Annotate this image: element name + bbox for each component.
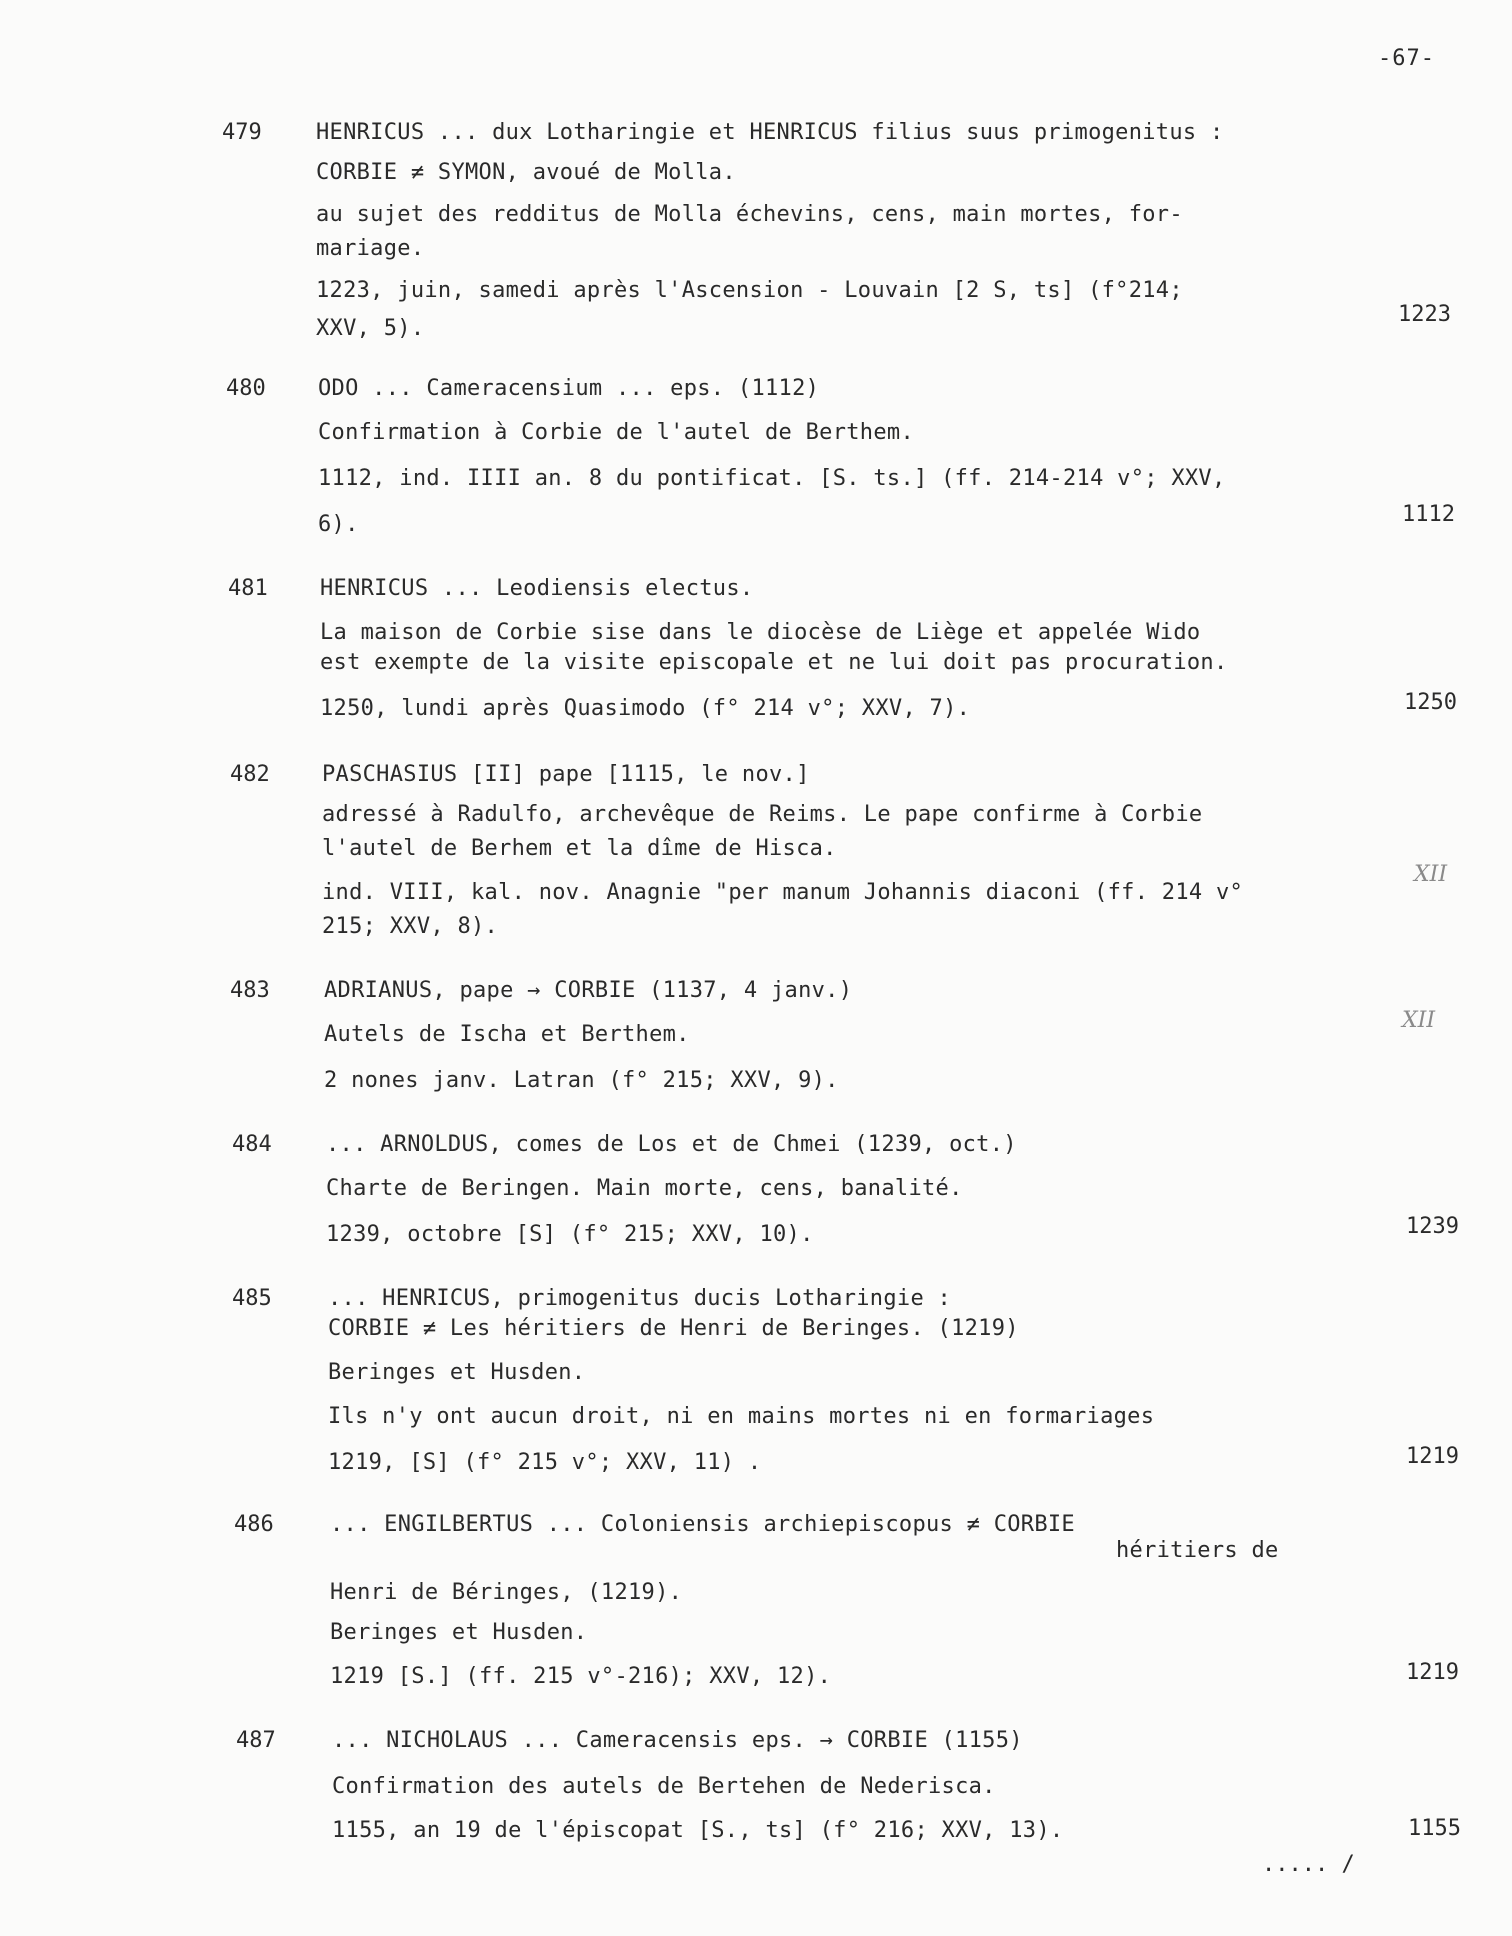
entry-line: Ils n'y ont aucun droit, ni en mains mortes ni en formariages: [328, 1404, 1155, 1429]
entry-line: CORBIE ≠ SYMON, avoué de Molla.: [316, 160, 736, 185]
entry-line: Autels de Ischa et Berthem.: [324, 1022, 690, 1047]
entry-line: CORBIE ≠ Les héritiers de Henri de Beringes. (1219): [328, 1316, 1019, 1341]
entry-line: HENRICUS ... Leodiensis electus.: [320, 576, 754, 601]
entry-number: 487: [236, 1728, 276, 1753]
entry-year: 1250: [1404, 690, 1457, 715]
entry-line: héritiers de: [1116, 1538, 1279, 1563]
entry-line: adressé à Radulfo, archevêque de Reims. Le pape confirme à Corbie: [322, 802, 1203, 827]
entry-year: 1112: [1402, 502, 1455, 527]
entry-number: 480: [226, 376, 266, 401]
entry-line: Beringes et Husden.: [330, 1620, 588, 1645]
entry-line: ... ENGILBERTUS ... Coloniensis archiepiscopus ≠ CORBIE: [330, 1512, 1075, 1537]
entry-line: est exempte de la visite episcopale et ne lui doit pas procuration.: [320, 650, 1228, 675]
entry-line: Beringes et Husden.: [328, 1360, 586, 1385]
margin-note: XII: [1402, 1008, 1436, 1033]
entry-line: 1155, an 19 de l'épiscopat [S., ts] (f° 216; XXV, 13).: [332, 1818, 1064, 1843]
entry-line: XXV, 5).: [316, 316, 425, 341]
entry-year: 1219: [1406, 1660, 1459, 1685]
continuation-marker: ..... /: [1262, 1852, 1355, 1877]
entry-year: 1219: [1406, 1444, 1459, 1469]
entry-line: Henri de Béringes, (1219).: [330, 1580, 683, 1605]
entry-number: 486: [234, 1512, 274, 1537]
entry-number: 483: [230, 978, 270, 1003]
entry-line: ... ARNOLDUS, comes de Los et de Chmei (1239, oct.): [326, 1132, 1017, 1157]
entry-number: 484: [232, 1132, 272, 1157]
entry-line: ... NICHOLAUS ... Cameracensis eps. → CORBIE (1155): [332, 1728, 1023, 1753]
entry-line: Confirmation à Corbie de l'autel de Berthem.: [318, 420, 914, 445]
entry-line: l'autel de Berhem et la dîme de Hisca.: [322, 836, 837, 861]
margin-note: XII: [1414, 862, 1448, 887]
entry-line: La maison de Corbie sise dans le diocèse de Liège et appelée Wido: [320, 620, 1201, 645]
entry-line: ODO ... Cameracensium ... eps. (1112): [318, 376, 820, 401]
entry-line: ADRIANUS, pape → CORBIE (1137, 4 janv.): [324, 978, 853, 1003]
entry-year: 1223: [1398, 302, 1451, 327]
entry-number: 482: [230, 762, 270, 787]
entry-number: 485: [232, 1286, 272, 1311]
entry-line: 2 nones janv. Latran (f° 215; XXV, 9).: [324, 1068, 839, 1093]
entry-line: Confirmation des autels de Bertehen de Nederisca.: [332, 1774, 996, 1799]
entry-line: PASCHASIUS [II] pape [1115, le nov.]: [322, 762, 810, 787]
entry-line: 1219 [S.] (ff. 215 v°-216); XXV, 12).: [330, 1664, 832, 1689]
entry-number: 481: [228, 576, 268, 601]
entry-line: 1112, ind. IIII an. 8 du pontificat. [S. ts.] (ff. 214-214 v°; XXV,: [318, 466, 1226, 491]
page-number: -67-: [1378, 46, 1435, 71]
entry-line: 215; XXV, 8).: [322, 914, 499, 939]
entry-line: 1239, octobre [S] (f° 215; XXV, 10).: [326, 1222, 814, 1247]
entry-year: 1155: [1408, 1816, 1461, 1841]
entry-number: 479: [222, 120, 262, 145]
entry-line: 1219, [S] (f° 215 v°; XXV, 11) .: [328, 1450, 762, 1475]
entry-line: ... HENRICUS, primogenitus ducis Lotharingie :: [328, 1286, 952, 1311]
entry-line: 1250, lundi après Quasimodo (f° 214 v°; XXV, 7).: [320, 696, 971, 721]
entry-line: HENRICUS ... dux Lotharingie et HENRICUS filius suus primogenitus :: [316, 120, 1224, 145]
entry-line: mariage.: [316, 236, 425, 261]
entry-line: 1223, juin, samedi après l'Ascension - Louvain [2 S, ts] (f°214;: [316, 278, 1183, 303]
entry-line: au sujet des redditus de Molla échevins, cens, main mortes, for-: [316, 202, 1183, 227]
entry-line: ind. VIII, kal. nov. Anagnie "per manum Johannis diaconi (ff. 214 v°: [322, 880, 1244, 905]
entry-year: 1239: [1406, 1214, 1459, 1239]
entry-line: 6).: [318, 512, 359, 537]
entry-line: Charte de Beringen. Main morte, cens, banalité.: [326, 1176, 963, 1201]
